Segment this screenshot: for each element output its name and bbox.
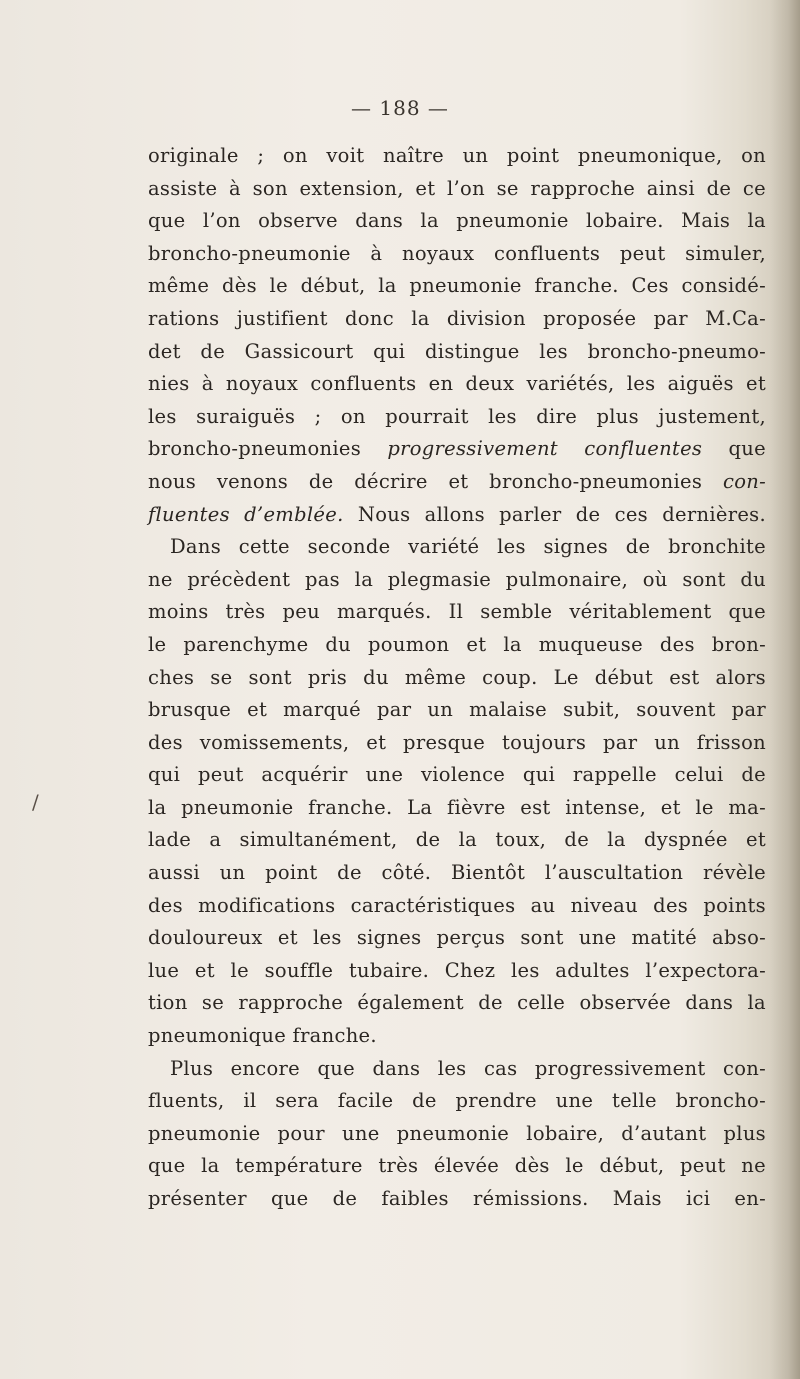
text-line: moins très peu marqués. Il semble véritablement que: [148, 600, 766, 624]
text-line: que l’on observe dans la pneumonie lobaire. Mais la: [148, 209, 766, 233]
text-line: Dans cette seconde variété les signes de bronchite: [170, 535, 766, 559]
text-line: tion se rapproche également de celle observée dans la: [148, 991, 766, 1015]
text-line: que la température très élevée dès le début, peut ne: [148, 1154, 766, 1178]
text-line: ches se sont pris du même coup. Le début est alors: [148, 665, 766, 689]
text-line: nous venons de décrire et broncho-pneumonies con-: [148, 469, 766, 493]
text-line: qui peut acquérir une violence qui rappelle celui de: [148, 763, 766, 787]
body-text: [148, 140, 766, 1216]
text-line: brusque et marqué par un malaise subit, souvent par: [148, 698, 766, 722]
text-line: pneumonique franche.: [148, 1024, 377, 1048]
text-line: assiste à son extension, et l’on se rapproche ainsi de ce: [148, 176, 766, 200]
text-line: broncho-pneumonie à noyaux confluents peut simuler,: [148, 241, 766, 265]
text-line: pneumonie pour une pneumonie lobaire, d’autant plus: [148, 1121, 766, 1145]
text-line: des vomissements, et presque toujours par un frisson: [148, 730, 766, 754]
text-line: fluents, il sera facile de prendre une telle broncho-: [148, 1089, 766, 1113]
text-line: fluentes d’emblée. Nous allons parler de ces dernières.: [148, 502, 766, 526]
page-edge-shadow: [770, 0, 800, 1379]
text-line: présenter que de faibles rémissions. Mais ici en-: [148, 1187, 766, 1210]
text-line: la pneumonie franche. La fièvre est intense, et le ma-: [148, 795, 766, 819]
text-line: douloureux et les signes perçus sont une matité abso-: [148, 926, 766, 950]
text-line: les suraiguës ; on pourrait les dire plus justement,: [148, 404, 766, 428]
text-line: ne précèdent pas la plegmasie pulmonaire, où sont du: [148, 567, 766, 591]
text-line: même dès le début, la pneumonie franche. Ces considé-: [148, 274, 766, 298]
text-line: nies à noyaux confluents en deux variétés, les aiguës et: [148, 372, 766, 396]
text-line: originale ; on voit naître un point pneumonique, on: [148, 144, 766, 167]
text-line: le parenchyme du poumon et la muqueuse des bron-: [148, 632, 766, 656]
text-line: aussi un point de côté. Bientôt l’auscultation révèle: [148, 861, 766, 885]
text-line: rations justifient donc la division proposée par M.Ca-: [148, 306, 766, 330]
text-line: des modifications caractéristiques au niveau des points: [148, 893, 766, 917]
text-line: Plus encore que dans les cas progressivement con-: [170, 1056, 766, 1080]
margin-mark: /: [32, 790, 39, 814]
text-line: lue et le souffle tubaire. Chez les adultes l’expectora-: [148, 958, 766, 982]
text-line: det de Gassicourt qui distingue les broncho-pneumo-: [148, 339, 766, 363]
text-line: broncho-pneumonies progressivement confluentes que: [148, 437, 766, 461]
text-line: lade a simultanément, de la toux, de la dyspnée et: [148, 828, 766, 852]
page-number: — 188 —: [351, 96, 449, 120]
